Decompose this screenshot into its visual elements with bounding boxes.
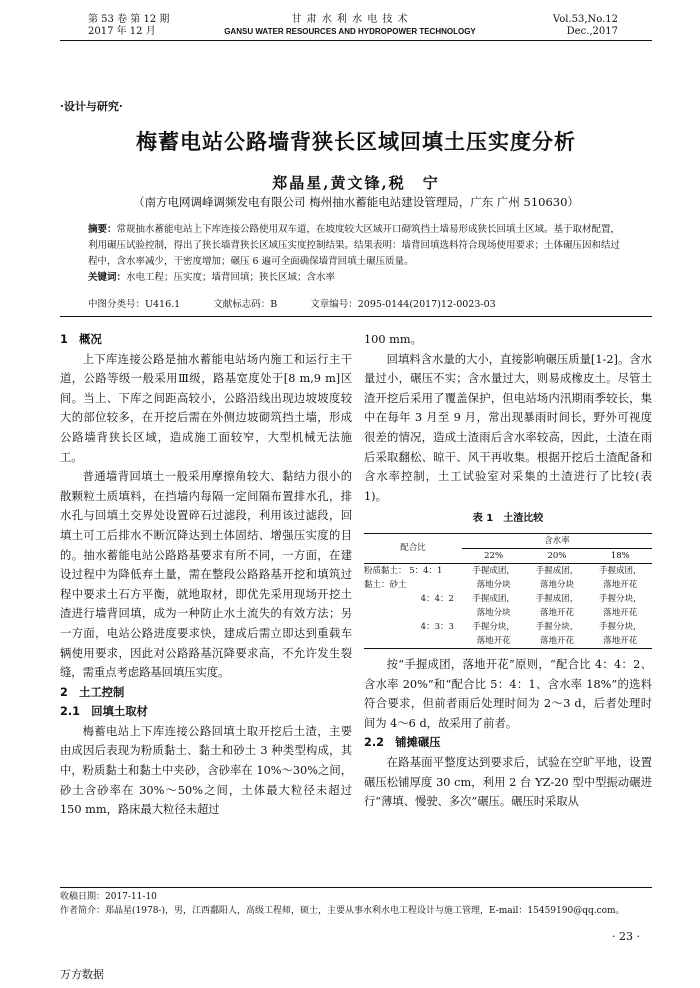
section-tag: ·设计与研究· bbox=[60, 100, 123, 113]
table-row bbox=[364, 620, 652, 634]
table-cell: 落地开花 bbox=[525, 634, 588, 649]
affiliation: （南方电网调峰调频发电有限公司 梅州抽水蓄能电站建设管理局，广东 广州 510630） bbox=[133, 195, 579, 209]
volume-en: Vol.53,No.12 bbox=[552, 14, 618, 25]
left-column bbox=[60, 330, 352, 820]
table-cell: 落地开花 bbox=[603, 579, 638, 590]
table-cell: 落地开花 bbox=[589, 634, 652, 649]
table-header-water-level: 22% bbox=[462, 548, 525, 563]
subsection-heading-2-1: 2.1 回填土取材 bbox=[60, 705, 148, 719]
table-caption: 表 1 土渣比较 bbox=[472, 513, 544, 525]
table-row bbox=[364, 592, 652, 606]
table-cell: 手握成团， bbox=[472, 565, 515, 576]
document-code: 文献标志码：B bbox=[213, 299, 278, 310]
author-bio: 作者简介：郑晶星(1978-)，男，江西鄱阳人，高级工程师，硕士，主要从事水利水电工程设计与施工管理，E-mail：15459190@qq.com。 bbox=[60, 906, 625, 916]
subsection-heading-2-2: 2.2 铺摊碾压 bbox=[364, 736, 441, 750]
date-cn: 2017 年 12 月 bbox=[88, 26, 156, 37]
volume-issue bbox=[88, 14, 169, 38]
paragraph: 普通墙背回填土一般采用摩擦角较大、黏结力很小的散颗粒土质填料，在挡墙内每隔一定间隔布置排水孔，排水孔与回填土交界处设置碎石过滤段，利用该过滤段，回填土可工后排水不断沉降达到土体固结、增强压实度的目的。抽水蓄能电站公路路基要求有所不同，一方面，在建设过程中为降低弃土量，需在整段公路路基开挖和填筑过程中要求土石方平衡，就地取材，即优先采用现场开挖土渣进行墙背回填，成为一种防止水土流失的有效方法；另一方面，电站公路进度要求快，建成后需立即达到重载车辆使用要求，因此对公路路基沉降要求高，不允许发生裂缝，需重点考虑路基回填压实度。 bbox=[60, 470, 352, 680]
table-row bbox=[364, 634, 652, 649]
header-rule bbox=[60, 40, 652, 41]
ratio-value: 5：4：1 bbox=[409, 565, 443, 576]
section-heading-2: 2 土工控制 bbox=[60, 685, 125, 699]
table-header-water: 含水率 bbox=[462, 533, 652, 548]
paragraph: 梅蓄电站上下库连接公路回填土取开挖后土渣，主要由成因后表现为粉质黏土、黏土和砂土 3 种类型构成，其中，粉质黏土和黏土中夹砂，含砂率在 10%～30%之间，砂土含砂率在 30%～50%之间，土体最大粒径未超过 150 mm，路床最大粒径未超过 bbox=[60, 724, 352, 817]
table-row bbox=[364, 563, 652, 578]
table-cell: 落地开花 bbox=[539, 607, 574, 618]
table-header-water-level: 18% bbox=[589, 548, 652, 563]
material-label: 粉质黏土： bbox=[364, 565, 407, 576]
classification-line bbox=[88, 297, 622, 313]
journal-cn: 甘 肃 水 利 水 电 技 术 bbox=[291, 14, 409, 25]
authors: 郑晶星,黄文锋,税 宁 bbox=[272, 174, 440, 192]
table-cell: 落地开花 bbox=[603, 607, 638, 618]
paragraph: 回填料含水量的大小，直接影响碾压质量[1-2]。含水量过小，碾压不实；含水量过大，则易成橡皮土。尽管土渣开挖后采用了覆盖保护，但电站场内汛期雨季较长，集中在每年 3 月至 9 月，常出现暴雨时间长，野外可视度很差的情况，造成土渣雨后含水率较高，因此，土渣在雨后采取翻松、晾干、风干再收集。根据开挖后土渣配备和含水率控制，土工试验室对采集的土渣进行了比较(表 1)。 bbox=[364, 352, 652, 503]
table-row bbox=[364, 606, 652, 620]
paragraph: 上下库连接公路是抽水蓄能电站场内施工和运行主干道，公路等级一般采用Ⅲ级，路基宽度处于[8 m,9 m]区间。当上、下库之间距高较小，公路沿线出现边坡坡度较大的部位较多，在开挖后需在外侧边坡砌筑挡土墙，形成公路墙背狭长区域，造成施工面较窄，大型机械无法施工。 bbox=[60, 352, 352, 464]
volume-issue-en bbox=[553, 14, 618, 38]
table-cell: 手握成团， bbox=[472, 593, 515, 604]
table-cell: 手握成团， bbox=[599, 565, 642, 576]
page-number: · 23 · bbox=[612, 930, 640, 943]
paragraph-continuation: 100 mm。 bbox=[364, 333, 422, 346]
paragraph: 按“手握成团，落地开花”原则，“配合比 4：4：2、含水率 20%”和“配合比 5：4：1、含水率 18%”的选料符合要求，但前者雨后处理时间为 2～3 d，后者处理时间为 4～6 d，故采用了前者。 bbox=[364, 657, 652, 730]
received-date: 收稿日期：2017-11-10 bbox=[60, 892, 157, 902]
table-header-ratio: 配合比 bbox=[364, 533, 462, 563]
table-cell: 手握分块， bbox=[599, 593, 642, 604]
table-cell: 落地分块 bbox=[476, 607, 511, 618]
abstract-label: 摘要： bbox=[88, 224, 117, 235]
section-heading-1: 1 概况 bbox=[60, 333, 102, 346]
table-cell: 手握成团， bbox=[535, 593, 579, 604]
article-number: 文章编号：2095-0144(2017)12-0023-03 bbox=[310, 299, 496, 310]
abstract-text: 常规抽水蓄能电站上下库连接公路使用双车道，在坡度较大区域开口砌筑挡土墙易形成狭长回填土区域。基于取材配置，利用碾压试验控制，得出了狭长墙背狭长区域压实度控制结果。结果表明：墙背回填选料符合现场使用要求；土体碾压因和结过程中，含水率减少，干密度增加；碾压 6 遍可全面确保墙背回填土碾压质量。 bbox=[88, 224, 621, 267]
right-column bbox=[364, 330, 652, 812]
material-label: 黏土：砂土 bbox=[364, 579, 407, 590]
table-cell: 手握分块， bbox=[599, 621, 642, 632]
table-cell: 手握分块， bbox=[535, 621, 579, 632]
abstract bbox=[88, 222, 622, 286]
table-cell: 手握分块， bbox=[472, 621, 515, 632]
watermark: 万方数据 bbox=[60, 968, 104, 981]
footnote-rule bbox=[60, 887, 652, 888]
table-cell: 落地分块 bbox=[539, 579, 574, 590]
keywords: 水电工程；压实度；墙背回填；狭长区域；含水率 bbox=[126, 272, 336, 283]
date-en: Dec.,2017 bbox=[566, 26, 618, 37]
journal-en: GANSU WATER RESOURCES AND HYDROPOWER TECHNOLOGY bbox=[224, 27, 476, 36]
journal-name bbox=[200, 14, 500, 38]
table-header-water-level: 20% bbox=[525, 548, 588, 563]
abstract-rule bbox=[60, 316, 652, 317]
paper-title: 梅蓄电站公路墙背狭长区域回填土压实度分析 bbox=[136, 130, 576, 154]
table-cell: 手握成团， bbox=[535, 565, 579, 576]
paragraph: 在路基面平整度达到要求后，试验在空旷平地，设置碾压松铺厚度 30 cm，利用 2 台 YZ-20 型中型振动碾进行“薄填、慢驶、多次”碾压。碾压时采取从 bbox=[364, 755, 652, 809]
volume-cn: 第 53 卷 第 12 期 bbox=[88, 14, 170, 25]
ratio-value: 4：4：2 bbox=[420, 593, 454, 604]
table-row bbox=[364, 578, 652, 592]
table-cell: 落地开花 bbox=[462, 634, 525, 649]
table-cell: 落地分块 bbox=[476, 579, 511, 590]
clc-number: 中图分类号：U416.1 bbox=[88, 299, 181, 310]
soil-comparison-table bbox=[364, 533, 652, 649]
keywords-label: 关键词： bbox=[88, 272, 127, 283]
ratio-value: 4：3：3 bbox=[420, 621, 454, 632]
